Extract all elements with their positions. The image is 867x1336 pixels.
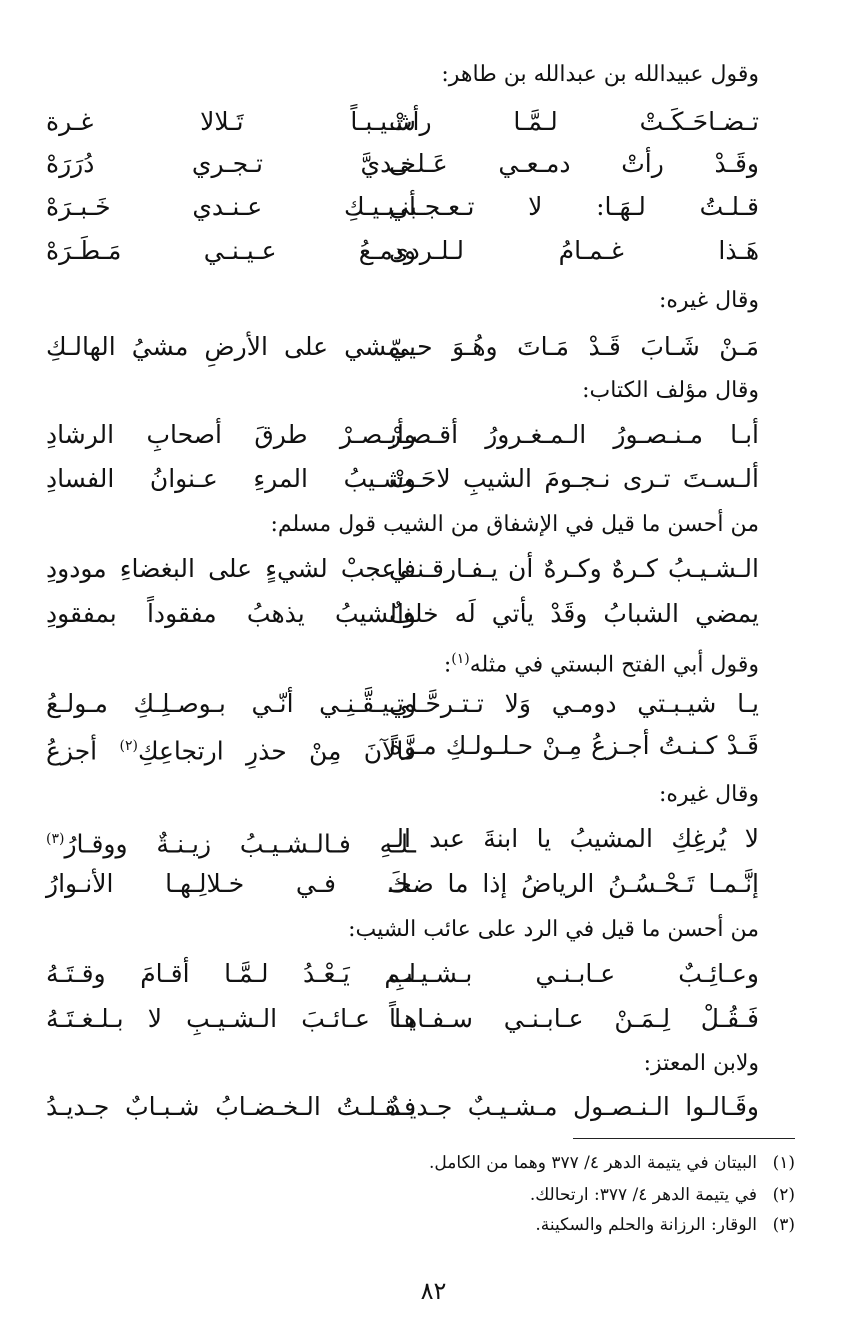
verse-second-hemistich: فـقـلـتُ الـخـضـابُ شـبـابٌ جـديـدُ (46, 1092, 416, 1121)
intro-line: وقول عبيدالله بن عبدالله بن طاهر: (441, 62, 759, 87)
footnote-number: (٣) (772, 1215, 795, 1235)
hemistich-text: فالآنَ مِنْ حذرِ ارتجاعِكِ (137, 736, 416, 766)
verse-second-hemistich: وشـيبُ المرءِ عـنوانُ الفسادِ (46, 464, 416, 493)
verse-first-hemistich: قـلـتُ لـهَـا: لا تـعـجـبي (389, 192, 759, 221)
verse-line (0, 545, 867, 593)
verse-line (0, 227, 867, 275)
footnote-ref: (٣) (46, 831, 65, 847)
verse-second-hemistich: لـم يَـعْـدُ لـمَّـا أقـامَ وقـتَـهُ (46, 959, 416, 988)
verse-first-hemistich: وقَـدْ رأتْ دمـعـي عَـلـى (389, 149, 759, 178)
verse-line (0, 323, 867, 371)
verse-line (0, 1083, 867, 1131)
verse-line (0, 950, 867, 998)
hemistich-text: ـلـهِ فـالـشـيـبُ زيـنـةٌ ووقـارُ (64, 829, 416, 859)
verse-first-hemistich: تـضـاحَـكَـتْ لـمَّـا رأتْ (389, 107, 759, 136)
verse-second-hemistich (46, 722, 416, 775)
hemistich-text-end: أجزعُ (46, 736, 120, 766)
verse-line (0, 995, 867, 1043)
intro-line (99, 642, 759, 682)
footnote-number: (١) (772, 1153, 795, 1173)
footnote-divider (573, 1138, 795, 1139)
verse-line (0, 680, 867, 728)
verse-line (0, 140, 867, 188)
verse-second-hemistich: خـديَّ تـجـري دُرَرَهْ (46, 149, 416, 178)
verse-first-hemistich: أبـا مـنـصـورُ الـمـغـرورُ أقـصـرْ (389, 420, 759, 449)
intro-line: وقال غيره: (658, 782, 759, 807)
verse-second-hemistich: فاعجبْ لشيءٍ على البغضاءِ مودودِ (46, 554, 416, 583)
verse-first-hemistich: لا يُرغِكِ المشيبُ يا ابنةَ عبد الـ (389, 824, 759, 853)
intro-colon: : (443, 652, 452, 678)
verse-first-hemistich: يمضي الشبابُ وقَدْ يأتي لَه خلفٌ (389, 599, 759, 628)
footnote-text: الوقار: الرزانة والحلم والسكينة. (535, 1215, 757, 1235)
verse-first-hemistich: ألـسـتَ تـرى نـجـومَ الشيبِ لاحَـتْ (389, 464, 759, 493)
page-number: ٨٢ (420, 1277, 447, 1305)
intro-line: من أحسن ما قيل في الإشفاق من الشيب قول مسلم: (270, 512, 759, 537)
intro-line: وقال مؤلف الكتاب: (582, 378, 759, 403)
verse-line (0, 183, 867, 231)
verse-first-hemistich: فَـقُـلْ لِـمَـنْ عـابـنـي سـفـاهـاً (389, 1004, 759, 1033)
verse-line (0, 860, 867, 908)
verse-line (0, 722, 867, 770)
verse-first-hemistich: الـشـيـبُ كـرهٌ وكـرهٌ أن يـفـارقـنـي (389, 554, 759, 583)
verse-second-hemistich: أنـبـيـكِ عـنـدي خَـبـرَهْ (46, 192, 416, 221)
verse-line (0, 455, 867, 503)
verse-second-hemistich: ـكَ فـي خـلالِـهـا الأنـوارُ (46, 869, 416, 898)
footnote-number: (٢) (772, 1185, 795, 1205)
footnote (75, 1182, 795, 1208)
verse-first-hemistich: هَـذا غـمـامُ لـلـردى (389, 236, 759, 265)
verse-second-hemistich: ودمـعُ عـيـنـي مَـطَـرَهْ (46, 236, 416, 265)
intro-line: من أحسن ما قيل في الرد على عائب الشيب: (348, 917, 759, 942)
verse-second-hemistich: شـيـبـاً تَـلالا غـرة (46, 107, 416, 136)
verse-line (0, 815, 867, 863)
verse-line (0, 411, 867, 459)
verse-first-hemistich: قَـدْ كـنـتُ أجـزعُ مِـنْ حـلـولـكِ مـرَّةً (389, 731, 759, 760)
verse-second-hemistich: يـا عـائـبَ الـشـيـبِ لا بـلـغـتَـهُ (46, 1004, 416, 1033)
footnote (75, 1212, 795, 1238)
intro-line: ولابن المعتز: (643, 1051, 759, 1076)
verse-first-hemistich: وقَـالـوا الـنـصـول مـشـيـبٌ جـديـدٌ (389, 1092, 759, 1121)
intro-text: وقول أبي الفتح البستي في مثله (469, 652, 759, 678)
verse-line (0, 98, 867, 146)
verse-line (0, 590, 867, 638)
verse-first-hemistich: وعـائِـبٌ عـابـنـي بـشـيـبِ (389, 959, 759, 988)
verse-first-hemistich: مَـنْ شَـابَ قَـدْ مَـاتَ وهُـوَ حـيّ (389, 332, 759, 361)
footnote-ref: (٢) (119, 738, 138, 754)
verse-second-hemistich: وتـيـقَّـنِـي أنّـي بـوصـلِـكِ مـولـعُ (46, 689, 416, 718)
verse-second-hemistich: يـمشي على الأرضِ مشيُ الهالـكِ (46, 332, 416, 361)
footnote-ref: (١) (451, 651, 470, 667)
footnote-text: البيتان في يتيمة الدهر ٤/ ٣٧٧ وهما من الكامل. (429, 1153, 757, 1173)
intro-line: وقال غيره: (658, 288, 759, 313)
verse-second-hemistich: والشيبُ يذهبُ مفقوداً بمفقودِ (46, 599, 416, 628)
verse-second-hemistich: وأبـصـرْ طرقَ أصحابِ الرشادِ (46, 420, 416, 449)
verse-first-hemistich: يـا شيـبـتي دومـي وَلا تـتـرحَّـلي (389, 689, 759, 718)
footnote (75, 1150, 795, 1176)
verse-first-hemistich: إنَّـمـا تَـحْـسُـنُ الرياضُ إذا ما ضحـ (389, 869, 759, 898)
footnote-text: في يتيمة الدهر ٤/ ٣٧٧: ارتحالك. (529, 1185, 757, 1205)
